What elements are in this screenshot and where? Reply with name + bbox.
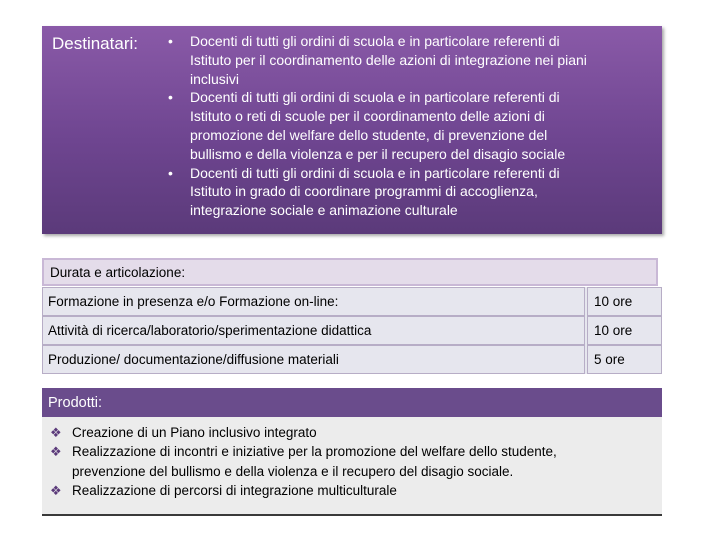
prodotti-item-line: Realizzazione di percorsi di integrazione multiculturale xyxy=(72,482,397,498)
prodotti-item-line: Creazione di un Piano inclusivo integrato xyxy=(72,425,317,440)
prodotti-header xyxy=(42,388,662,417)
list-item xyxy=(50,423,650,442)
hours-value: 5 ore xyxy=(594,352,625,367)
table-row xyxy=(42,345,662,374)
diamond-bullet-icon: ❖ xyxy=(50,444,62,460)
diamond-bullet-icon: ❖ xyxy=(50,425,62,440)
durata-table xyxy=(42,258,662,376)
list-item xyxy=(50,481,650,500)
destinatari-item xyxy=(162,32,657,88)
destinatari-item xyxy=(162,88,657,163)
hours-cell xyxy=(587,287,662,316)
destinatari-list xyxy=(162,32,657,220)
durata-header xyxy=(42,258,658,286)
destinatari-box xyxy=(42,26,662,234)
destinatari-item-line: Docenti di tutti gli ordini di scuola e in particolare referenti di xyxy=(190,33,560,49)
prodotti-item-line: prevenzione del bullismo e della violenza e il recupero del disagio sociale. xyxy=(72,463,514,479)
diamond-bullet-icon: ❖ xyxy=(50,482,62,498)
hours-value: 10 ore xyxy=(594,294,633,309)
table-row xyxy=(42,287,662,316)
activity-cell xyxy=(42,345,585,374)
activity-cell xyxy=(42,287,585,316)
activity-label: Formazione in presenza e/o Formazione on-line: xyxy=(48,294,339,309)
destinatari-item-line: Docenti di tutti gli ordini di scuola e in particolare referenti di xyxy=(190,164,560,181)
hours-cell xyxy=(587,316,662,345)
table-row xyxy=(42,316,662,345)
destinatari-item-line: Docenti di tutti gli ordini di scuola e in particolare referenti di xyxy=(190,89,560,106)
destinatari-item-line: Istituto in grado di coordinare programmi di accoglienza, xyxy=(190,183,538,200)
destinatari-label: Destinatari: xyxy=(52,34,138,53)
destinatari-item-line: inclusivi xyxy=(190,70,240,87)
activity-label: Attività di ricerca/laboratorio/sperimentazione didattica xyxy=(48,323,372,338)
prodotti-box xyxy=(42,388,662,516)
destinatari-item-line: integrazione sociale e animazione culturale xyxy=(190,202,458,219)
prodotti-header-label: Prodotti: xyxy=(48,395,102,411)
bullet-icon: • xyxy=(168,33,173,49)
destinatari-item xyxy=(162,164,657,220)
activity-label: Produzione/ documentazione/diffusione materiali xyxy=(48,352,339,367)
durata-header-label: Durata e articolazione: xyxy=(50,265,186,280)
prodotti-list xyxy=(50,423,650,500)
prodotti-item-line: Realizzazione di incontri e iniziative per la promozione del welfare dello studente, xyxy=(72,444,557,460)
bullet-icon: • xyxy=(168,89,173,106)
hours-value: 10 ore xyxy=(594,323,633,338)
destinatari-item-line: Istituto per il coordinamento delle azioni di integrazione nei piani xyxy=(190,51,587,68)
destinatari-item-line: bullismo e della violenza e per il recupero del disagio sociale xyxy=(190,145,566,162)
activity-cell xyxy=(42,316,585,345)
bullet-icon: • xyxy=(168,164,173,181)
hours-cell xyxy=(587,345,662,374)
destinatari-item-line: promozione del welfare dello studente, di prevenzione del xyxy=(190,126,548,143)
list-item xyxy=(50,442,650,481)
prodotti-body xyxy=(42,417,662,516)
destinatari-item-line: Istituto o reti di scuole per il coordinamento delle azioni di xyxy=(190,108,545,125)
